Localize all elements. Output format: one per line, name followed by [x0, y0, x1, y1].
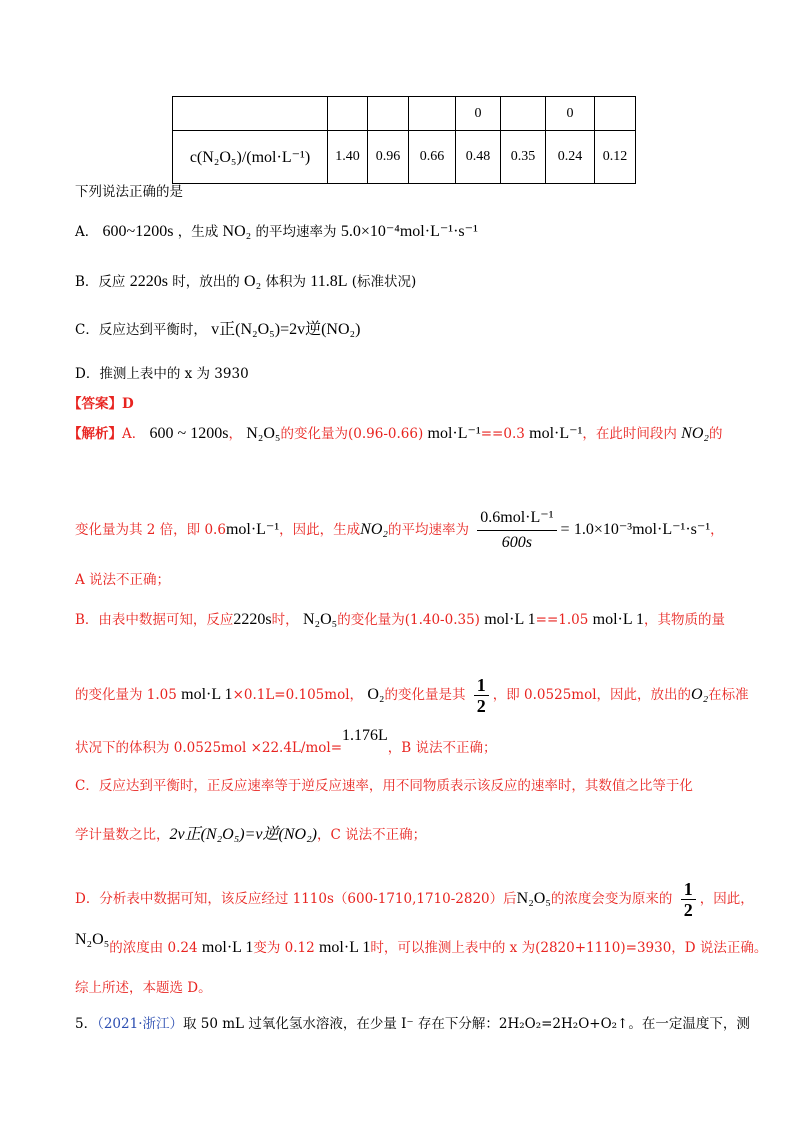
math-species: O₂	[367, 686, 385, 703]
text: ，	[710, 522, 724, 538]
table-cell: 0.66	[409, 131, 456, 184]
half-fraction	[681, 879, 696, 920]
option-a	[75, 222, 478, 242]
math-unit: mol·L⁻¹	[529, 425, 583, 442]
math-result: 1.0×10⁻³mol·L⁻¹·s⁻¹	[573, 521, 711, 538]
table-cell: 1.40	[328, 131, 368, 184]
fraction-numerator: 1	[476, 675, 486, 695]
text: ，因此，生成	[279, 522, 361, 538]
text: ，在此时间段内	[582, 426, 677, 442]
text: 时，	[271, 612, 299, 628]
table-cell: 0.24	[546, 131, 595, 184]
math-unit: mol·L 1	[592, 611, 645, 628]
table-cell	[409, 97, 456, 131]
answer	[68, 394, 134, 414]
text: 的变化量为 1.05	[75, 687, 177, 703]
text: ，C 说法不正确；	[316, 827, 427, 843]
option-b	[75, 272, 416, 292]
math-unit: mol·L 1	[181, 686, 233, 703]
half-fraction	[474, 675, 489, 716]
option-a-range: 600~1200s	[102, 223, 174, 240]
option-a-text2: 的平均速率为	[255, 224, 337, 240]
math-range: 600 ~ 1200s	[149, 425, 229, 442]
math-unit: mol·L⁻¹	[225, 521, 280, 538]
table-cell: 0.35	[501, 131, 546, 184]
text: 的变化量为(1.40-0.35)	[337, 612, 480, 628]
option-c-prefix: C．反应达到平衡时，	[75, 322, 207, 338]
option-b-text: 时，放出的	[172, 274, 240, 290]
table-cell	[328, 97, 368, 131]
question-text: 取 50 mL 过氧化氢水溶液，在少量 I⁻ 存在下分解：2H₂O₂=2H₂O+O₂↑。在一定温度下，测	[183, 1016, 750, 1032]
analysis-a-line2	[75, 508, 724, 553]
analysis-b-line3	[75, 727, 497, 758]
math-unit: mol·L⁻¹	[427, 425, 481, 442]
math-equals: =	[560, 521, 570, 538]
text: ，因此，	[699, 891, 754, 907]
option-b-volume: 11.8L	[310, 273, 348, 290]
math-species: NO₂	[360, 521, 388, 538]
text: 学计量数之比，	[75, 827, 170, 843]
analysis-summary: 综上所述，本题选 D。	[75, 980, 212, 996]
fraction-denominator: 2	[681, 899, 696, 920]
analysis-d-line2	[75, 931, 768, 958]
option-b-prefix: B．反应	[75, 274, 126, 290]
rate-fraction	[477, 508, 556, 553]
table-row-label: c(N₂O₅)/(mol·L⁻¹)	[173, 131, 328, 184]
text: B．由表中数据可知，反应	[75, 612, 234, 628]
text: ×0.1L=0.105mol，	[232, 687, 364, 703]
math-expression: 2v正(N₂O₅)=v逆(NO₂)	[169, 826, 317, 843]
text: 在标准	[708, 687, 749, 703]
table-cell: 0.96	[368, 131, 409, 184]
analysis-c-line1: C．反应达到平衡时，正反应速率等于逆反应速率，用不同物质表示该反应的速率时，其数值之比等于化	[75, 778, 693, 794]
concentration-table	[172, 96, 636, 184]
option-b-text2: 体积为	[265, 274, 306, 290]
answer-value: D	[122, 396, 134, 412]
table-cell: 0	[456, 97, 501, 131]
math-volume: 1.176L	[342, 727, 388, 744]
option-a-text: ，生成	[177, 224, 219, 240]
math-species: N₂O₅	[75, 931, 110, 948]
analysis-d-line1	[75, 879, 754, 920]
text: ，B 说法不正确；	[387, 740, 497, 756]
text: ，即 0.0525mol，因此，放出的	[492, 687, 692, 703]
text: 的变化量是其	[384, 687, 466, 703]
math-species: N₂O₅	[302, 611, 338, 628]
text: 的浓度会变为原来的	[550, 891, 673, 907]
text: ，其物质的量	[644, 612, 726, 628]
option-b-species: O₂	[244, 273, 262, 290]
answer-label: 【答案】	[68, 396, 122, 412]
fraction-numerator: 0.6mol·L⁻¹	[480, 509, 554, 526]
text: 时，可以推测上表中的 x 为(2820+1110)=3930，D 说法正确。	[370, 940, 768, 956]
math-unit: mol·L 1	[318, 939, 371, 956]
math-unit: mol·L 1	[201, 939, 254, 956]
option-b-text3: (标准状况)	[351, 274, 417, 290]
analysis-b-line1	[75, 610, 725, 630]
table-row	[173, 131, 636, 184]
math-unit: mol·L 1	[484, 611, 536, 628]
option-b-time: 2220s	[129, 273, 168, 290]
table-cell	[368, 97, 409, 131]
fraction-denominator: 2	[474, 695, 489, 716]
option-d: D．推测上表中的 x 为 3930	[75, 366, 249, 382]
question-stem: 下列说法正确的是	[75, 184, 183, 200]
text: 的变化量为(0.96-0.66)	[280, 426, 424, 442]
option-c-expression: v正(N₂O₅)=2v逆(NO₂)	[211, 321, 361, 338]
text: 变为 0.12	[253, 940, 315, 956]
analysis-a-line3: A 说法不正确；	[75, 572, 171, 588]
text: 状况下的体积为 0.0525mol ×22.4L/mol=	[75, 740, 343, 756]
next-question	[75, 1014, 750, 1034]
math-species: O₂	[691, 686, 709, 703]
option-a-prefix: A．	[75, 224, 99, 240]
text: ，	[228, 426, 242, 442]
table-row	[173, 97, 636, 131]
text: D．分析表中数据可知，该反应经过 1110s（600-1710,1710-2820）后	[75, 891, 517, 907]
table-cell: 0.12	[595, 131, 636, 184]
text: 的	[708, 426, 723, 442]
option-c	[75, 320, 360, 340]
table-cell	[173, 97, 328, 131]
table-cell	[501, 97, 546, 131]
question-number: 5．	[75, 1016, 98, 1032]
math-species: N₂O₅	[516, 890, 551, 907]
math-species: N₂O₅	[246, 425, 281, 442]
fraction-denominator: 600s	[477, 530, 556, 553]
table-cell: 0	[546, 97, 595, 131]
analysis-c-line2	[75, 825, 426, 845]
fraction-numerator: 1	[683, 879, 693, 899]
analysis-b-line2	[75, 675, 749, 716]
analysis-label: 【解析】	[68, 426, 122, 442]
table-cell: 0.48	[456, 131, 501, 184]
text: 变化量为其 2 倍，即 0.6	[75, 522, 226, 538]
text: ==0.3	[480, 426, 525, 442]
text: ==1.05	[535, 612, 589, 628]
analysis-a-line1	[68, 424, 722, 444]
question-source: （2021·浙江）	[97, 1016, 183, 1032]
math-time: 2220s	[233, 611, 272, 628]
option-a-species: NO₂	[222, 223, 252, 240]
table-cell	[595, 97, 636, 131]
text: 的浓度由 0.24	[109, 940, 198, 956]
text: A．	[122, 426, 146, 442]
text: 的平均速率为	[387, 522, 469, 538]
option-a-rate: 5.0×10⁻⁴mol·L⁻¹·s⁻¹	[340, 223, 478, 240]
math-species: NO₂	[681, 425, 709, 442]
